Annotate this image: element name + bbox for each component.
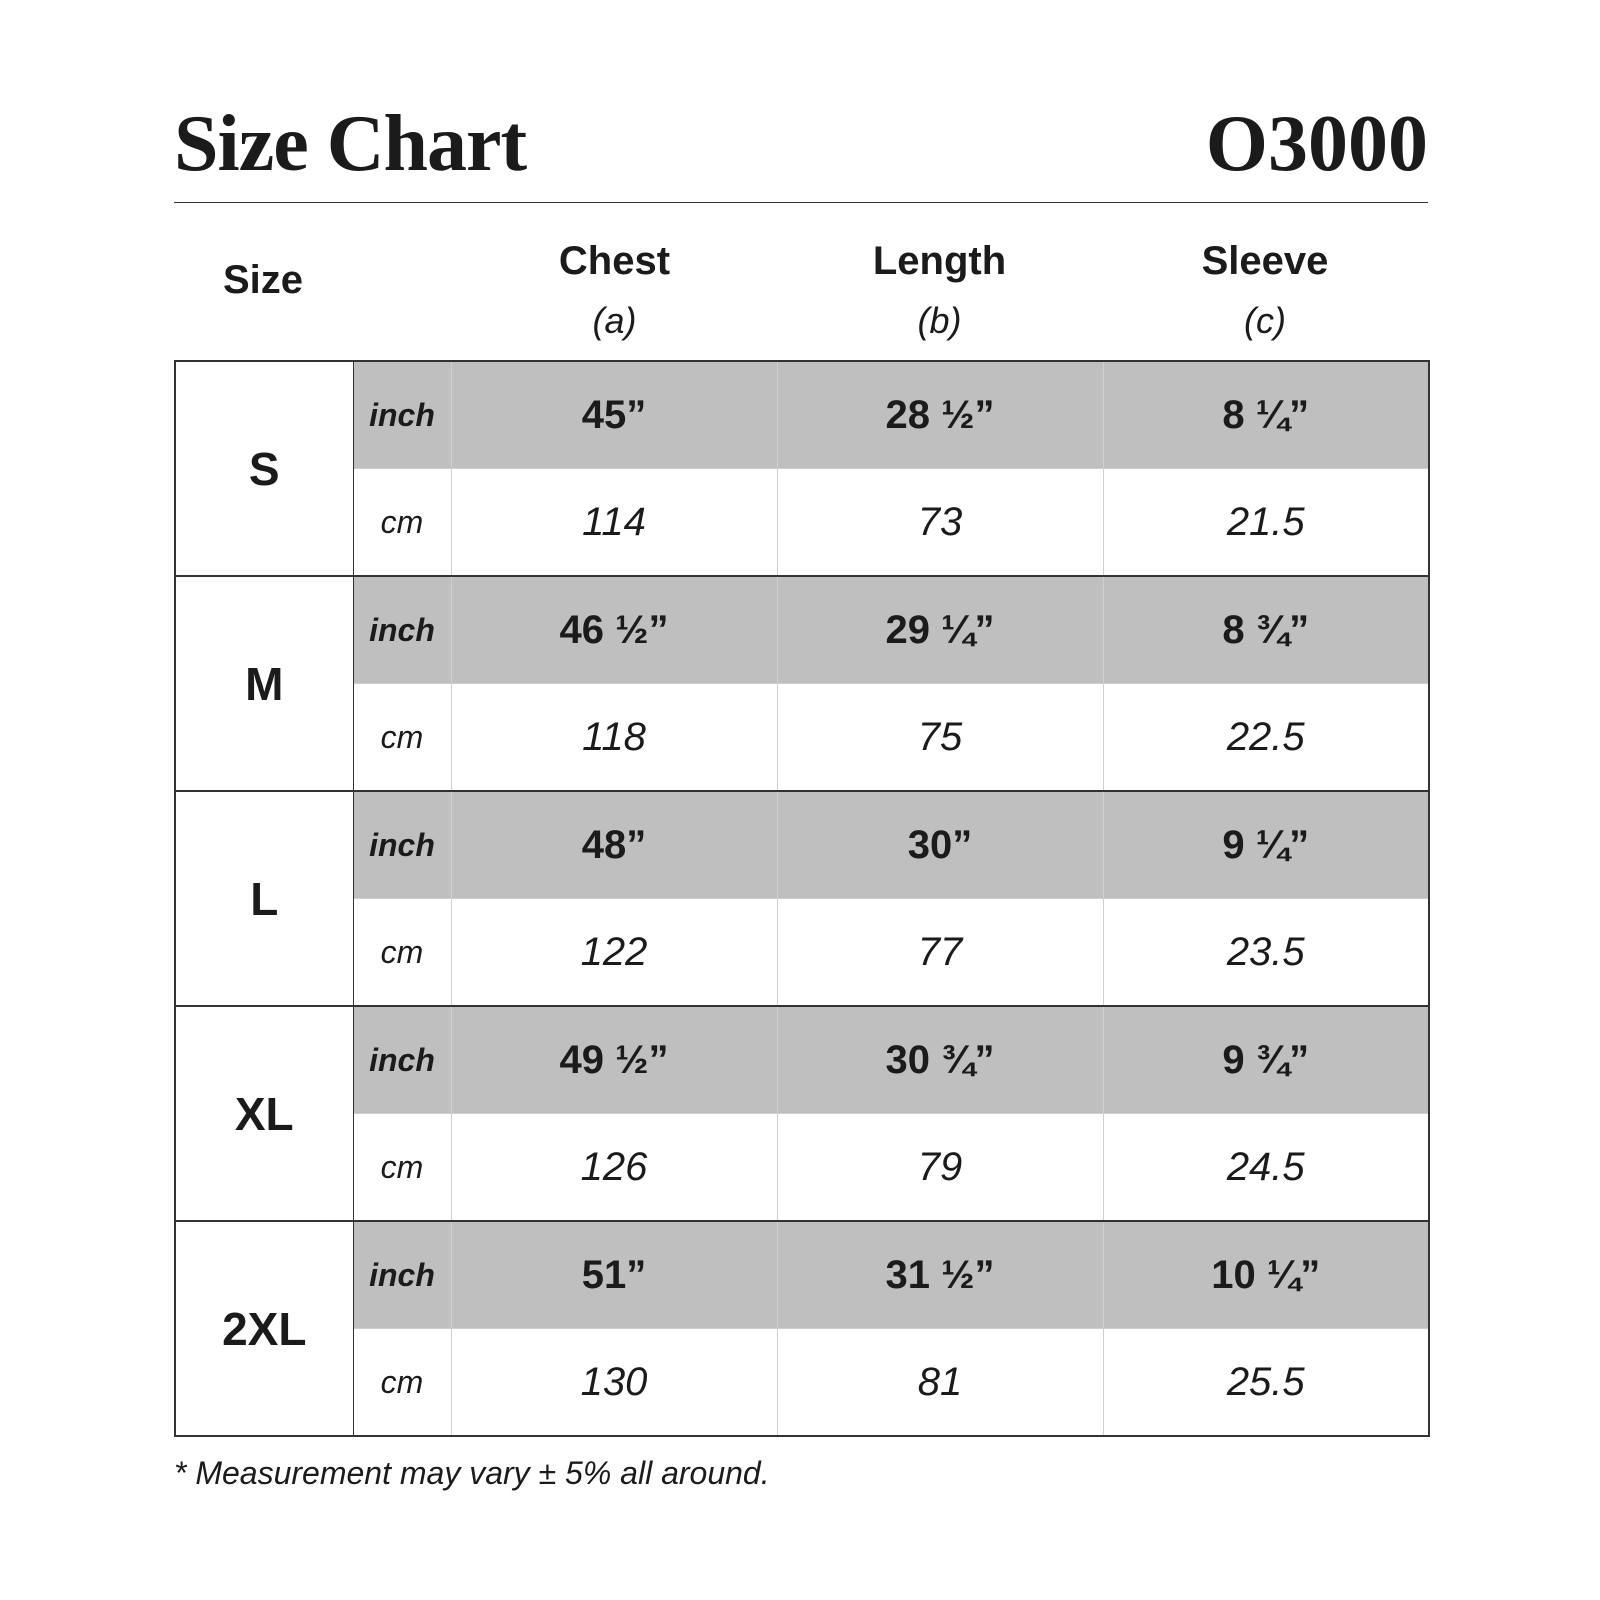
unit-label: inch bbox=[353, 1006, 451, 1114]
column-header-name: Chest bbox=[558, 239, 671, 283]
column-header-name: Sleeve bbox=[1201, 239, 1329, 283]
length-cm: 73 bbox=[777, 469, 1103, 577]
chest-cm: 130 bbox=[451, 1329, 777, 1437]
table-row bbox=[175, 684, 1429, 792]
length-cm: 75 bbox=[777, 684, 1103, 792]
length-cm: 81 bbox=[777, 1329, 1103, 1437]
table-row bbox=[175, 1329, 1429, 1437]
column-header-name: Length bbox=[872, 239, 1007, 283]
sleeve-cm: 25.5 bbox=[1103, 1329, 1429, 1437]
unit-label: cm bbox=[353, 899, 451, 1007]
column-header-letter: (c) bbox=[1244, 300, 1286, 341]
unit-label: cm bbox=[353, 1114, 451, 1222]
chest-cm: 122 bbox=[451, 899, 777, 1007]
column-header-letter: (a) bbox=[592, 300, 637, 341]
chest-cm: 114 bbox=[451, 469, 777, 577]
sleeve-inch: 10 ¼” bbox=[1103, 1221, 1429, 1329]
size-table bbox=[174, 360, 1430, 1437]
sleeve-cm: 24.5 bbox=[1103, 1114, 1429, 1222]
column-header-chest bbox=[452, 232, 777, 352]
sleeve-cm: 21.5 bbox=[1103, 469, 1429, 577]
unit-label: inch bbox=[353, 791, 451, 899]
page-title: Size Chart bbox=[174, 100, 527, 188]
length-inch: 28 ½” bbox=[777, 361, 1103, 469]
table-row bbox=[175, 1006, 1429, 1114]
length-inch: 29 ¼” bbox=[777, 576, 1103, 684]
chest-inch: 45” bbox=[451, 361, 777, 469]
table-row bbox=[175, 899, 1429, 1007]
unit-label: cm bbox=[353, 684, 451, 792]
column-header-letter: (b) bbox=[917, 300, 962, 341]
size-label: S bbox=[175, 361, 353, 576]
sleeve-inch: 9 ¼” bbox=[1103, 791, 1429, 899]
length-cm: 79 bbox=[777, 1114, 1103, 1222]
chest-cm: 118 bbox=[451, 684, 777, 792]
size-label: L bbox=[175, 791, 353, 1006]
table-row bbox=[175, 1114, 1429, 1222]
size-label: M bbox=[175, 576, 353, 791]
table-row bbox=[175, 361, 1429, 469]
sleeve-inch: 8 ¾” bbox=[1103, 576, 1429, 684]
length-cm: 77 bbox=[777, 899, 1103, 1007]
unit-label: inch bbox=[353, 1221, 451, 1329]
sleeve-inch: 9 ¾” bbox=[1103, 1006, 1429, 1114]
chest-inch: 46 ½” bbox=[451, 576, 777, 684]
table-row bbox=[175, 1221, 1429, 1329]
size-column-header: Size bbox=[222, 258, 304, 302]
measurement-footnote: * Measurement may vary ± 5% all around. bbox=[174, 1455, 770, 1491]
chest-inch: 49 ½” bbox=[451, 1006, 777, 1114]
sleeve-inch: 8 ¼” bbox=[1103, 361, 1429, 469]
column-header-length bbox=[777, 232, 1102, 352]
length-inch: 30 ¾” bbox=[777, 1006, 1103, 1114]
unit-label: cm bbox=[353, 1329, 451, 1437]
chest-inch: 51” bbox=[451, 1221, 777, 1329]
length-inch: 31 ½” bbox=[777, 1221, 1103, 1329]
table-row bbox=[175, 469, 1429, 577]
chest-inch: 48” bbox=[451, 791, 777, 899]
unit-label: inch bbox=[353, 576, 451, 684]
size-label: 2XL bbox=[175, 1221, 353, 1436]
length-inch: 30” bbox=[777, 791, 1103, 899]
table-row bbox=[175, 791, 1429, 899]
unit-label: cm bbox=[353, 469, 451, 577]
sleeve-cm: 23.5 bbox=[1103, 899, 1429, 1007]
column-header-sleeve bbox=[1102, 232, 1428, 352]
size-label: XL bbox=[175, 1006, 353, 1221]
title-divider bbox=[174, 202, 1428, 203]
unit-label: inch bbox=[353, 361, 451, 469]
sleeve-cm: 22.5 bbox=[1103, 684, 1429, 792]
product-code: O3000 bbox=[1205, 100, 1428, 188]
chest-cm: 126 bbox=[451, 1114, 777, 1222]
table-row bbox=[175, 576, 1429, 684]
